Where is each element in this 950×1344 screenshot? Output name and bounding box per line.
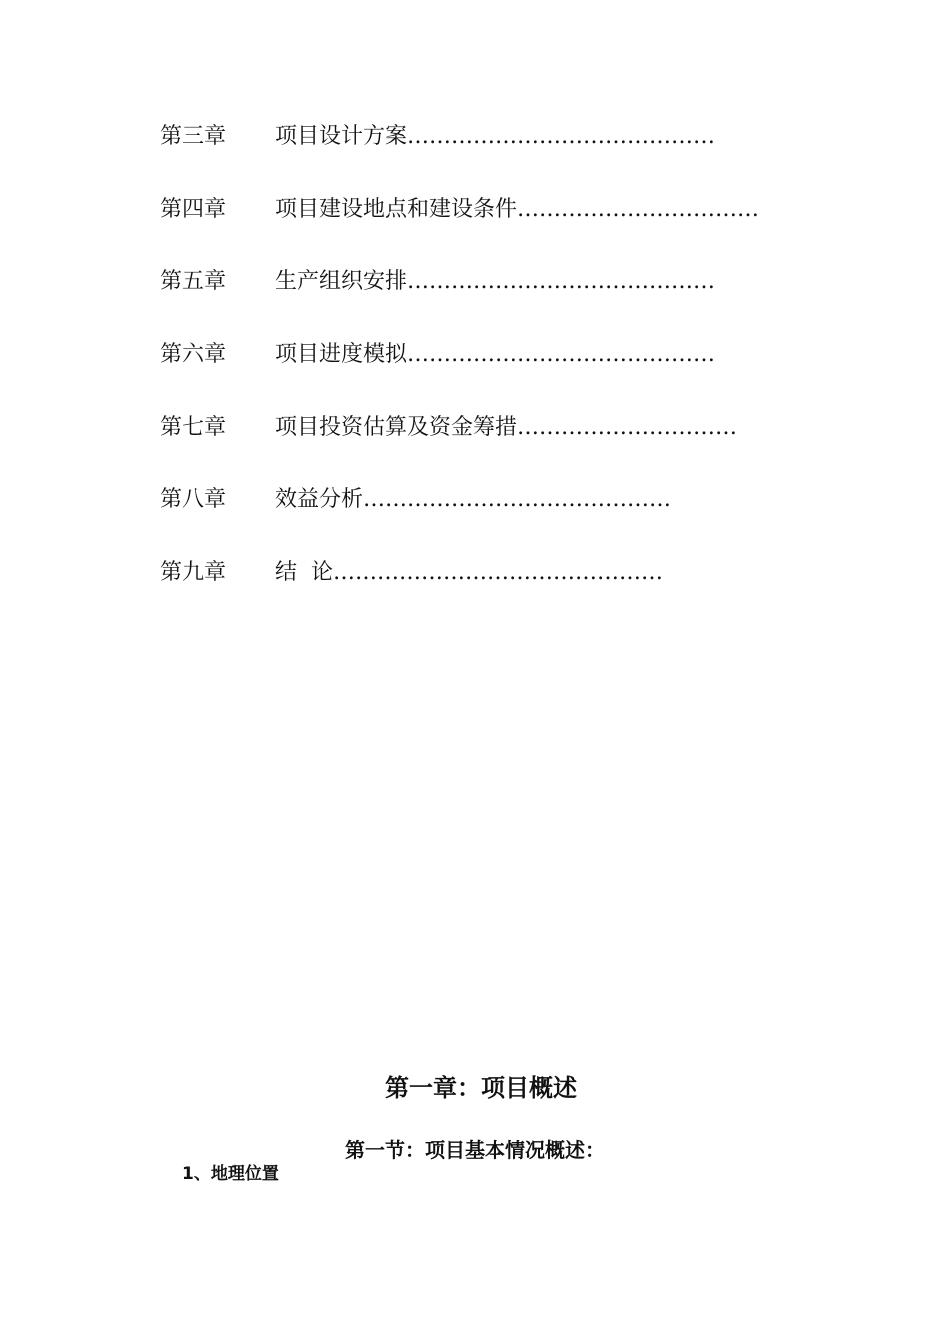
toc-chapter-title: 项目进度模拟: [275, 342, 408, 367]
toc-dot-leader: ……………………………: [517, 197, 760, 222]
toc-entry-chapter-4[interactable]: [160, 194, 759, 226]
toc-entry-chapter-6[interactable]: [160, 339, 715, 371]
toc-dot-leader: ……………………………………: [363, 487, 672, 512]
toc-entry-chapter-8[interactable]: [160, 484, 671, 516]
toc-chapter-number: 第八章: [160, 487, 227, 512]
toc-chapter-title: 效益分析: [275, 487, 364, 512]
toc-chapter-number: 第六章: [160, 342, 227, 367]
toc-chapter-title: 项目设计方案: [275, 124, 408, 149]
toc-dot-leader: ………………………………………: [333, 560, 663, 585]
toc-chapter-number: 第三章: [160, 124, 227, 149]
toc-entry-chapter-3[interactable]: [160, 121, 715, 153]
toc-chapter-title: 项目投资估算及资金筹措: [275, 415, 518, 440]
toc-chapter-title: 结 论: [275, 560, 333, 585]
toc-dot-leader: ……………………………………: [407, 269, 716, 294]
toc-chapter-number: 第五章: [160, 269, 227, 294]
toc-chapter-title: 项目建设地点和建设条件: [275, 197, 518, 222]
chapter-heading: 第一章：项目概述: [385, 1074, 577, 1102]
subsection-heading: 1、地理位置: [182, 1164, 279, 1184]
section-heading: 第一节：项目基本情况概述：: [345, 1138, 605, 1162]
toc-chapter-number: 第九章: [160, 560, 227, 585]
toc-entry-chapter-9[interactable]: [160, 557, 663, 589]
toc-entry-chapter-7[interactable]: [160, 412, 737, 444]
toc-chapter-number: 第四章: [160, 197, 227, 222]
toc-dot-leader: …………………………: [517, 415, 738, 440]
toc-dot-leader: ……………………………………: [407, 124, 716, 149]
toc-dot-leader: ……………………………………: [407, 342, 716, 367]
toc-chapter-title: 生产组织安排: [275, 269, 408, 294]
toc-entry-chapter-5[interactable]: [160, 266, 715, 298]
toc-chapter-number: 第七章: [160, 415, 227, 440]
